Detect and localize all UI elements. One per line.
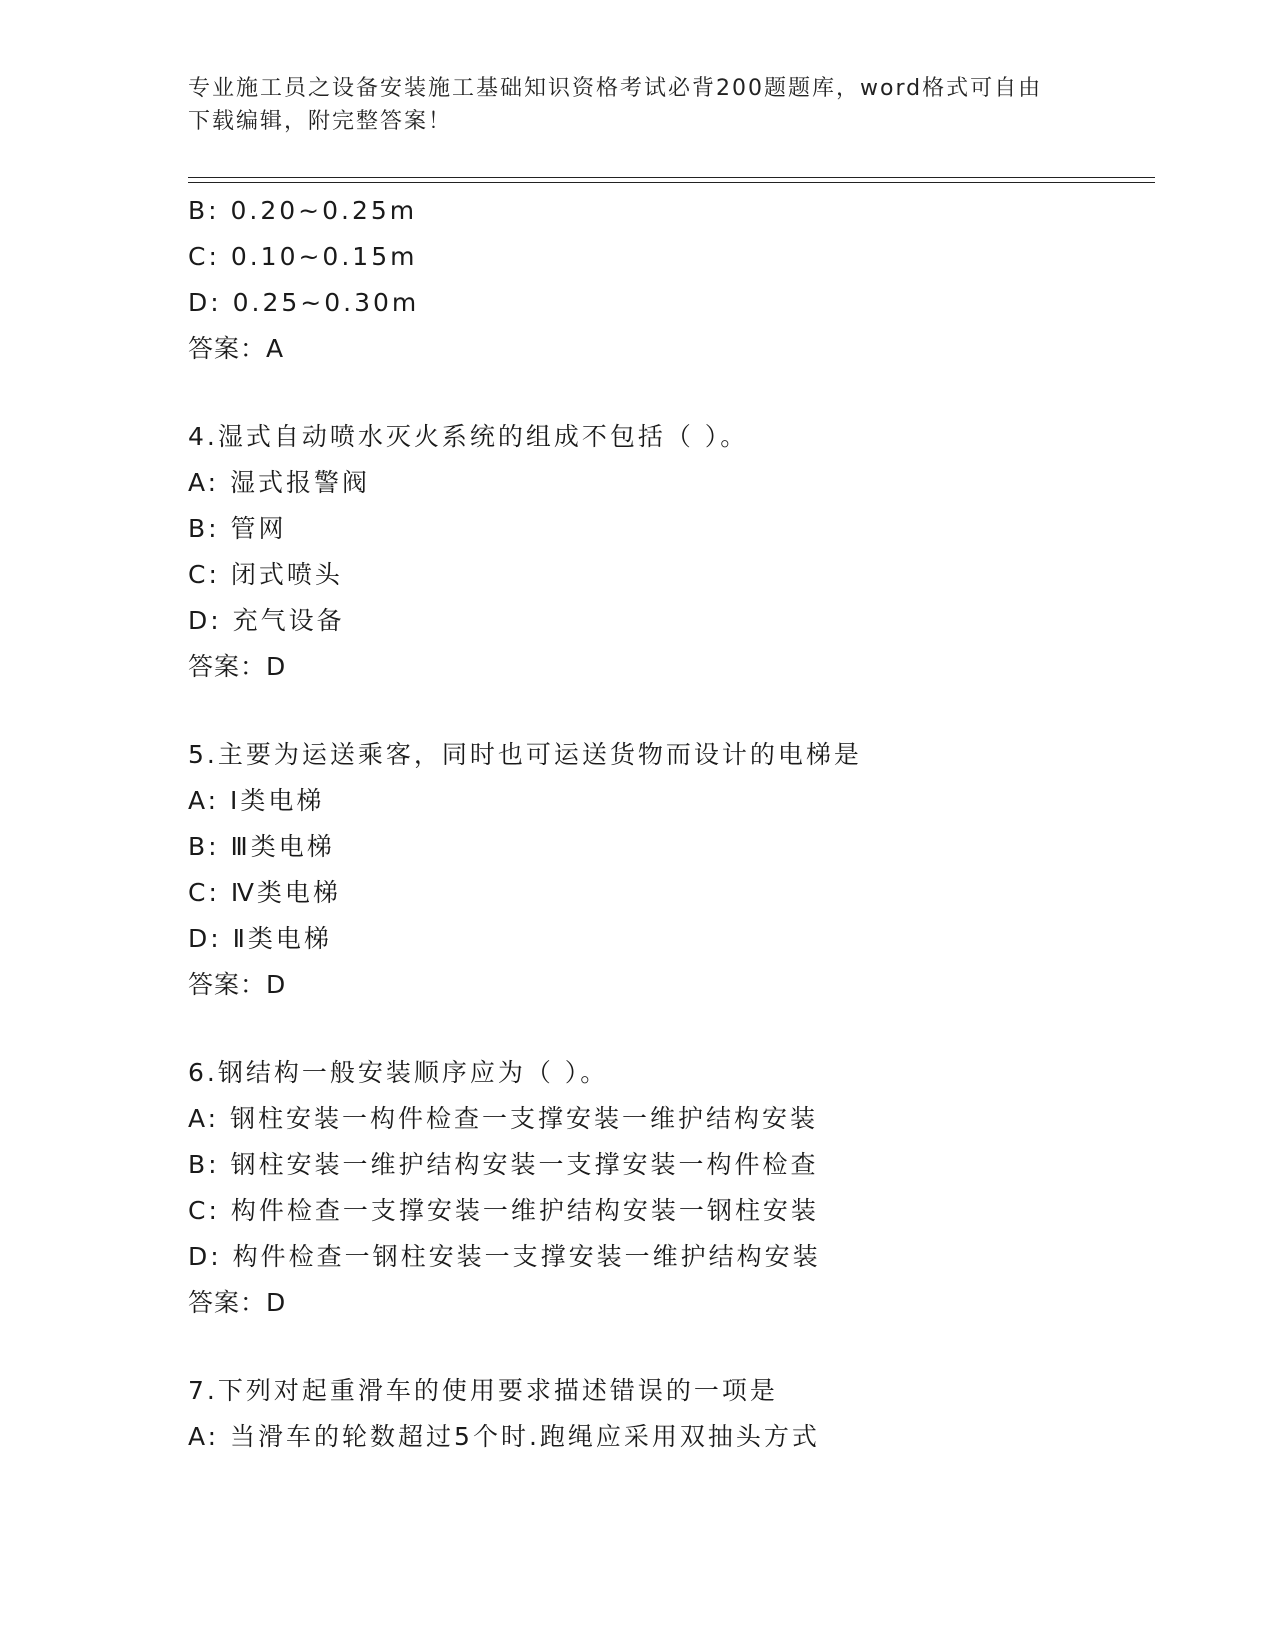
spacer <box>188 1326 1148 1368</box>
header-line-1: 专业施工员之设备安装施工基础知识资格考试必背200题题库，word格式可自由 <box>188 76 1043 101</box>
question-block-7 <box>188 1368 1148 1460</box>
option-c: C: Ⅳ类电梯 <box>188 878 341 907</box>
question-stem: 4.湿式自动喷水灭火系统的组成不包括（ ）。 <box>188 422 749 451</box>
question-stem: 7.下列对起重滑车的使用要求描述错误的一项是 <box>188 1376 778 1405</box>
option-a: A: Ⅰ类电梯 <box>188 786 325 815</box>
answer-label: 答案：D <box>188 970 287 999</box>
option-d: D: Ⅱ类电梯 <box>188 924 332 953</box>
spacer <box>188 1008 1148 1050</box>
document-header <box>188 72 1088 138</box>
spacer <box>188 690 1148 732</box>
question-block-6 <box>188 1050 1148 1326</box>
question-list <box>188 188 1148 1460</box>
spacer <box>188 372 1148 414</box>
option-a: A: 湿式报警阀 <box>188 468 371 497</box>
question-stem: 6.钢结构一般安装顺序应为（ ）。 <box>188 1058 609 1087</box>
question-stem: 5.主要为运送乘客，同时也可运送货物而设计的电梯是 <box>188 740 862 769</box>
option-c: C: 0.10~0.15m <box>188 242 418 271</box>
option-c: C: 构件检查一支撑安装一维护结构安装一钢柱安装 <box>188 1196 819 1225</box>
option-a: A: 当滑车的轮数超过5个时.跑绳应采用双抽头方式 <box>188 1422 820 1451</box>
question-block-3 <box>188 188 1148 372</box>
header-line-2: 下载编辑，附完整答案！ <box>188 109 453 134</box>
option-a: A: 钢柱安装一构件检查一支撑安装一维护结构安装 <box>188 1104 819 1133</box>
header-divider-bottom <box>188 182 1155 183</box>
answer-label: 答案：D <box>188 1288 287 1317</box>
option-d: D: 充气设备 <box>188 606 345 635</box>
option-d: D: 构件检查一钢柱安装一支撑安装一维护结构安装 <box>188 1242 821 1271</box>
option-b: B: 管网 <box>188 514 287 543</box>
header-divider-top <box>188 177 1155 178</box>
option-b: B: 钢柱安装一维护结构安装一支撑安装一构件检查 <box>188 1150 819 1179</box>
option-b: B: Ⅲ类电梯 <box>188 832 335 861</box>
question-block-5 <box>188 732 1148 1008</box>
answer-label: 答案：D <box>188 652 287 681</box>
answer-label: 答案：A <box>188 334 285 363</box>
option-b: B: 0.20~0.25m <box>188 196 418 225</box>
question-block-4 <box>188 414 1148 690</box>
option-d: D: 0.25~0.30m <box>188 288 420 317</box>
option-c: C: 闭式喷头 <box>188 560 343 589</box>
